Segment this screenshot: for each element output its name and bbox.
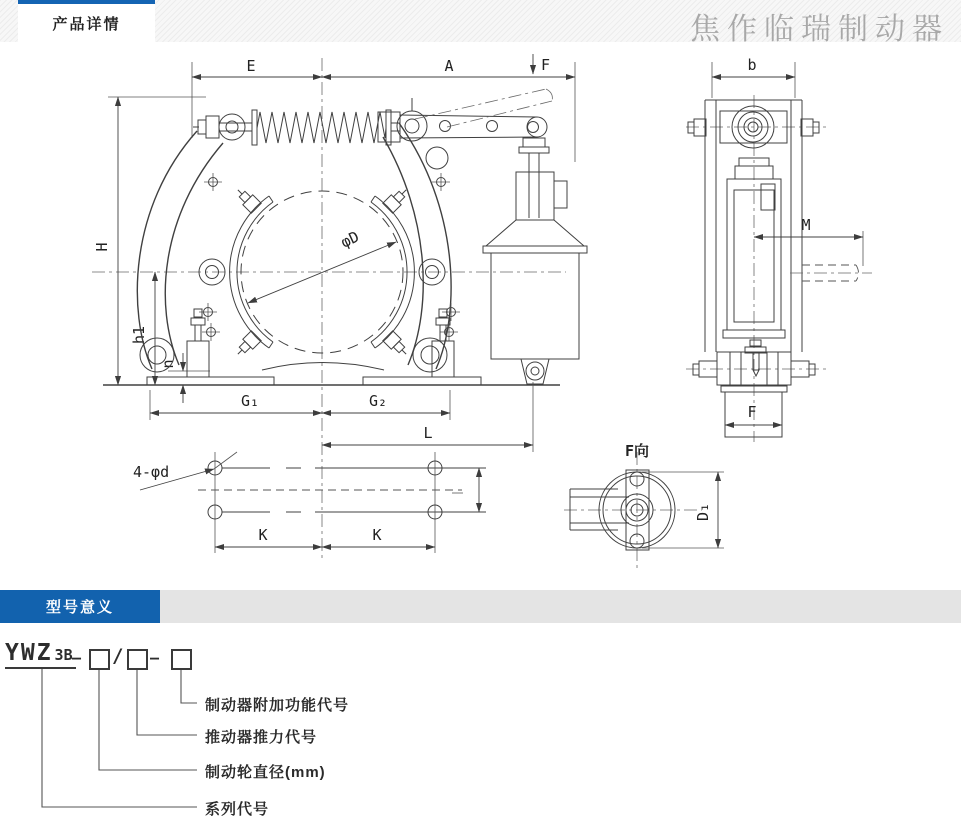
model-series-text: YWZ (5, 640, 53, 666)
dim-label-n: n (159, 359, 177, 369)
force-label-F: F (541, 56, 551, 74)
dim-label-D1: D₁ (694, 502, 712, 522)
legend-additional-function-code: 制动器附加功能代号 (205, 697, 350, 714)
bolt-holes-note: 4-φd (133, 463, 170, 481)
dim-label-M: M (801, 216, 811, 234)
legend-connector-lines (42, 668, 197, 807)
f-direction-view-drawing (564, 442, 724, 570)
dim-label-K-left: K (258, 526, 268, 544)
brand-watermark-title: 焦作临瑞制动器 (690, 12, 949, 47)
front-view-drawing (92, 54, 587, 560)
dim-label-K-right: K (372, 526, 382, 544)
model-size-text: 3B (54, 646, 73, 664)
dim-label-E: E (246, 57, 256, 75)
dim-label-A: A (444, 57, 454, 75)
legend-brake-wheel-diameter: 制动轮直径(mm) (205, 764, 326, 781)
side-view-drawing (686, 56, 872, 442)
dim-label-phiD: φD (337, 227, 362, 252)
tab-product-details[interactable] (18, 0, 155, 42)
model-code-box-3 (171, 649, 192, 670)
tab-product-details-label: 产品详情 (52, 15, 121, 33)
model-code-box-2 (127, 649, 148, 670)
model-code-dash-1: — (72, 649, 82, 667)
dim-label-L: L (423, 424, 433, 442)
dim-label-G1: G₁ (240, 392, 260, 410)
dim-label-H: H (93, 242, 111, 252)
model-code-dash-2: — (150, 649, 160, 667)
dim-label-b: b (747, 56, 757, 74)
model-code-slash: / (112, 645, 124, 667)
legend-thruster-force-code: 推动器推力代号 (205, 729, 318, 746)
model-meaning-title-box (0, 590, 160, 623)
model-code-box-1 (89, 649, 110, 670)
dim-label-G2: G₂ (368, 392, 388, 410)
dim-label-h1: h1 (130, 325, 148, 345)
legend-series-code: 系列代号 (205, 801, 270, 818)
bolt-pattern-drawing (133, 452, 486, 553)
dim-label-F-side: F (747, 403, 757, 421)
model-meaning-section-bar (0, 590, 961, 623)
f-view-label: F向 (624, 442, 650, 460)
model-meaning-title: 型号意义 (45, 599, 114, 616)
model-code-series (5, 640, 76, 669)
